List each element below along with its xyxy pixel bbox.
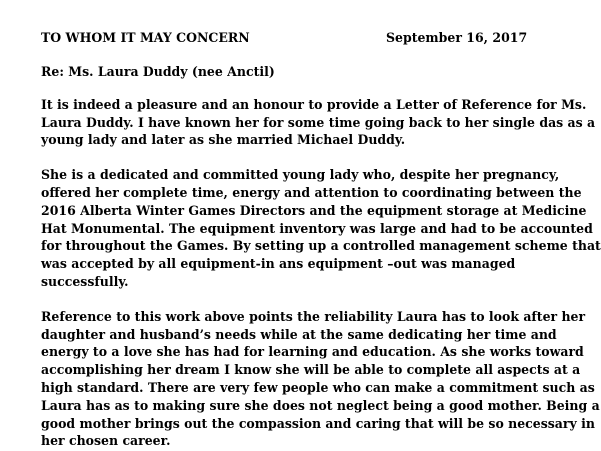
paragraph-line: young lady and later as she married Michael Duddy. <box>41 133 406 149</box>
paragraph-introduction <box>41 97 596 150</box>
paragraph-line: high standard. There are very few people who can make a commitment such as <box>41 380 595 396</box>
paragraph-reliability <box>41 309 600 451</box>
paragraph-line: energy to a love she has had for learning and education. As she works toward <box>41 345 584 361</box>
paragraph-line: Laura Duddy. I have known her for some time going back to her single das as a <box>41 115 596 131</box>
paragraph-line: offered her complete time, energy and attention to coordinating between the <box>41 185 582 201</box>
salutation: TO WHOM IT MAY CONCERN <box>41 31 250 46</box>
letter-header <box>41 30 530 48</box>
paragraph-dedication <box>41 167 601 292</box>
paragraph-line: her chosen career. <box>41 434 171 450</box>
letter-date: September 16, 2017 <box>385 31 528 46</box>
paragraph-line: Hat Monumental. The equipment inventory was large and had to be accounted <box>41 221 593 237</box>
paragraph-line: She is a dedicated and committed young lady who, despite her pregnancy, <box>41 168 560 184</box>
paragraph-line: Reference to this work above points the reliability Laura has to look after her <box>41 309 586 325</box>
paragraph-line: 2016 Alberta Winter Games Directors and the equipment storage at Medicine <box>41 203 587 219</box>
paragraph-line: accomplishing her dream I know she will be able to complete all aspects at a <box>41 363 581 379</box>
paragraph-line: for throughout the Games. By setting up a controlled management scheme that <box>41 239 601 255</box>
paragraph-line: Laura has as to making sure she does not neglect being a good mother. Being a <box>41 398 600 414</box>
paragraph-line: daughter and husband’s needs while at the same dedicating her time and <box>41 327 557 343</box>
paragraph-line: It is indeed a pleasure and an honour to provide a Letter of Reference for Ms. <box>41 97 587 113</box>
subject-line: Re: Ms. Laura Duddy (nee Anctil) <box>41 65 275 80</box>
paragraph-line: was accepted by all equipment-in ans equipment –out was managed <box>41 257 516 273</box>
paragraph-line: successfully. <box>41 274 129 290</box>
reference-letter <box>41 30 601 451</box>
paragraph-line: good mother brings out the compassion and caring that will be so necessary in <box>41 416 595 432</box>
